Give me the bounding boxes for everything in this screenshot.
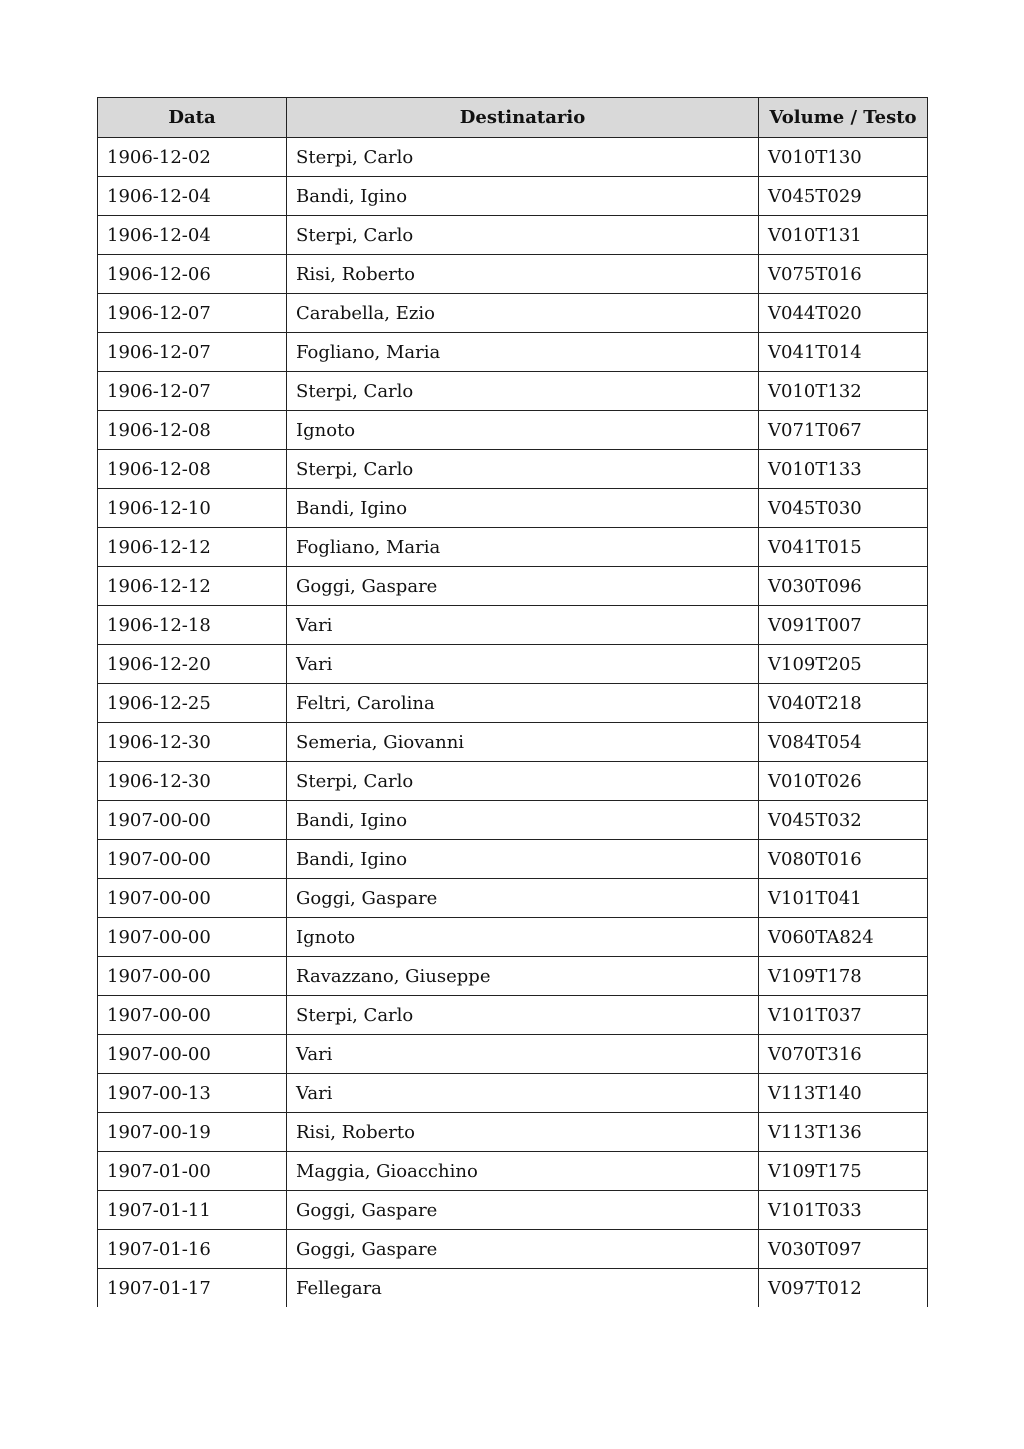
table-row bbox=[98, 489, 928, 528]
cell-date: 1907-01-17 bbox=[98, 1269, 287, 1308]
cell-volume: V045T032 bbox=[759, 801, 928, 840]
table-row bbox=[98, 1152, 928, 1191]
cell-recipient: Fogliano, Maria bbox=[287, 528, 759, 567]
table-row bbox=[98, 1230, 928, 1269]
table-row bbox=[98, 294, 928, 333]
table-body bbox=[98, 138, 928, 1308]
header-recipient: Destinatario bbox=[287, 98, 759, 138]
cell-recipient: Ignoto bbox=[287, 411, 759, 450]
cell-volume: V040T218 bbox=[759, 684, 928, 723]
cell-recipient: Vari bbox=[287, 1035, 759, 1074]
table-row bbox=[98, 918, 928, 957]
table-row bbox=[98, 372, 928, 411]
cell-volume: V101T037 bbox=[759, 996, 928, 1035]
table-header bbox=[98, 98, 928, 138]
cell-date: 1907-01-11 bbox=[98, 1191, 287, 1230]
cell-recipient: Sterpi, Carlo bbox=[287, 996, 759, 1035]
cell-volume: V109T178 bbox=[759, 957, 928, 996]
cell-recipient: Sterpi, Carlo bbox=[287, 216, 759, 255]
cell-recipient: Semeria, Giovanni bbox=[287, 723, 759, 762]
cell-date: 1906-12-18 bbox=[98, 606, 287, 645]
table-row bbox=[98, 606, 928, 645]
table-row bbox=[98, 528, 928, 567]
table-row bbox=[98, 996, 928, 1035]
cell-recipient: Feltri, Carolina bbox=[287, 684, 759, 723]
cell-recipient: Sterpi, Carlo bbox=[287, 762, 759, 801]
table-row bbox=[98, 450, 928, 489]
cell-recipient: Goggi, Gaspare bbox=[287, 567, 759, 606]
cell-date: 1907-00-00 bbox=[98, 801, 287, 840]
cell-recipient: Ravazzano, Giuseppe bbox=[287, 957, 759, 996]
cell-volume: V070T316 bbox=[759, 1035, 928, 1074]
cell-volume: V010T131 bbox=[759, 216, 928, 255]
cell-volume: V075T016 bbox=[759, 255, 928, 294]
cell-recipient: Carabella, Ezio bbox=[287, 294, 759, 333]
table-row bbox=[98, 138, 928, 177]
cell-date: 1906-12-07 bbox=[98, 372, 287, 411]
cell-volume: V071T067 bbox=[759, 411, 928, 450]
table-row bbox=[98, 645, 928, 684]
cell-date: 1907-00-00 bbox=[98, 1035, 287, 1074]
cell-date: 1907-01-16 bbox=[98, 1230, 287, 1269]
cell-date: 1906-12-02 bbox=[98, 138, 287, 177]
header-row bbox=[98, 98, 928, 138]
cell-volume: V109T175 bbox=[759, 1152, 928, 1191]
cell-recipient: Risi, Roberto bbox=[287, 1113, 759, 1152]
cell-volume: V045T029 bbox=[759, 177, 928, 216]
table-row bbox=[98, 216, 928, 255]
cell-date: 1906-12-04 bbox=[98, 216, 287, 255]
cell-recipient: Sterpi, Carlo bbox=[287, 450, 759, 489]
cell-date: 1906-12-12 bbox=[98, 528, 287, 567]
cell-volume: V030T096 bbox=[759, 567, 928, 606]
cell-volume: V010T026 bbox=[759, 762, 928, 801]
cell-volume: V044T020 bbox=[759, 294, 928, 333]
cell-recipient: Goggi, Gaspare bbox=[287, 1230, 759, 1269]
cell-volume: V080T016 bbox=[759, 840, 928, 879]
cell-date: 1907-00-00 bbox=[98, 957, 287, 996]
cell-date: 1906-12-30 bbox=[98, 723, 287, 762]
table-row bbox=[98, 1035, 928, 1074]
cell-date: 1907-00-00 bbox=[98, 840, 287, 879]
cell-volume: V084T054 bbox=[759, 723, 928, 762]
cell-date: 1906-12-07 bbox=[98, 333, 287, 372]
header-volume: Volume / Testo bbox=[759, 98, 928, 138]
cell-date: 1907-00-13 bbox=[98, 1074, 287, 1113]
cell-date: 1907-01-00 bbox=[98, 1152, 287, 1191]
cell-date: 1906-12-08 bbox=[98, 411, 287, 450]
table-row bbox=[98, 879, 928, 918]
cell-date: 1907-00-00 bbox=[98, 879, 287, 918]
cell-volume: V060TA824 bbox=[759, 918, 928, 957]
cell-recipient: Ignoto bbox=[287, 918, 759, 957]
table-row bbox=[98, 684, 928, 723]
cell-date: 1907-00-19 bbox=[98, 1113, 287, 1152]
cell-date: 1906-12-07 bbox=[98, 294, 287, 333]
cell-recipient: Maggia, Gioacchino bbox=[287, 1152, 759, 1191]
cell-date: 1906-12-12 bbox=[98, 567, 287, 606]
cell-date: 1906-12-06 bbox=[98, 255, 287, 294]
table-row bbox=[98, 1074, 928, 1113]
table-row bbox=[98, 255, 928, 294]
table-row bbox=[98, 801, 928, 840]
cell-recipient: Goggi, Gaspare bbox=[287, 879, 759, 918]
cell-date: 1907-00-00 bbox=[98, 996, 287, 1035]
table-row bbox=[98, 333, 928, 372]
cell-recipient: Sterpi, Carlo bbox=[287, 372, 759, 411]
cell-date: 1906-12-04 bbox=[98, 177, 287, 216]
table-row bbox=[98, 1269, 928, 1308]
cell-volume: V113T140 bbox=[759, 1074, 928, 1113]
cell-recipient: Vari bbox=[287, 1074, 759, 1113]
cell-volume: V030T097 bbox=[759, 1230, 928, 1269]
cell-volume: V045T030 bbox=[759, 489, 928, 528]
cell-recipient: Bandi, Igino bbox=[287, 489, 759, 528]
cell-volume: V113T136 bbox=[759, 1113, 928, 1152]
letters-table bbox=[97, 97, 928, 1307]
cell-date: 1906-12-10 bbox=[98, 489, 287, 528]
table-row bbox=[98, 762, 928, 801]
cell-recipient: Sterpi, Carlo bbox=[287, 138, 759, 177]
cell-date: 1906-12-08 bbox=[98, 450, 287, 489]
cell-volume: V041T015 bbox=[759, 528, 928, 567]
table-row bbox=[98, 840, 928, 879]
cell-recipient: Vari bbox=[287, 645, 759, 684]
cell-recipient: Goggi, Gaspare bbox=[287, 1191, 759, 1230]
cell-recipient: Fogliano, Maria bbox=[287, 333, 759, 372]
table-row bbox=[98, 1191, 928, 1230]
cell-volume: V097T012 bbox=[759, 1269, 928, 1308]
cell-recipient: Bandi, Igino bbox=[287, 840, 759, 879]
table-row bbox=[98, 567, 928, 606]
cell-date: 1906-12-20 bbox=[98, 645, 287, 684]
table-row bbox=[98, 723, 928, 762]
table-row bbox=[98, 411, 928, 450]
cell-volume: V101T033 bbox=[759, 1191, 928, 1230]
header-date: Data bbox=[98, 98, 287, 138]
table-row bbox=[98, 1113, 928, 1152]
cell-volume: V010T132 bbox=[759, 372, 928, 411]
cell-recipient: Fellegara bbox=[287, 1269, 759, 1308]
cell-date: 1906-12-25 bbox=[98, 684, 287, 723]
cell-volume: V101T041 bbox=[759, 879, 928, 918]
cell-recipient: Vari bbox=[287, 606, 759, 645]
cell-recipient: Bandi, Igino bbox=[287, 801, 759, 840]
cell-volume: V041T014 bbox=[759, 333, 928, 372]
cell-volume: V109T205 bbox=[759, 645, 928, 684]
cell-recipient: Risi, Roberto bbox=[287, 255, 759, 294]
cell-volume: V010T133 bbox=[759, 450, 928, 489]
cell-volume: V091T007 bbox=[759, 606, 928, 645]
table-row bbox=[98, 177, 928, 216]
cell-recipient: Bandi, Igino bbox=[287, 177, 759, 216]
table-row bbox=[98, 957, 928, 996]
cell-date: 1907-00-00 bbox=[98, 918, 287, 957]
cell-date: 1906-12-30 bbox=[98, 762, 287, 801]
cell-volume: V010T130 bbox=[759, 138, 928, 177]
